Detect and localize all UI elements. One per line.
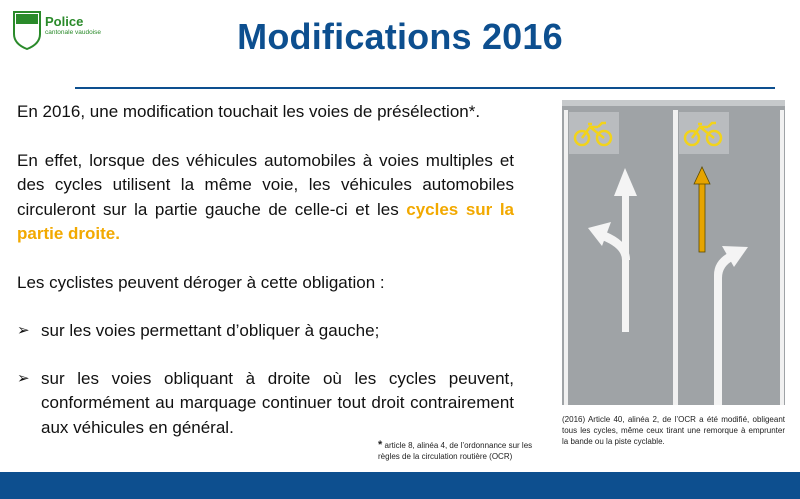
exception-list [17,319,514,440]
logo-brand: Police [45,14,84,29]
paragraph-intro: En 2016, une modification touchait les voies de présélection*. [17,102,481,121]
title-underline [75,87,775,89]
paragraph-explanation [17,149,514,247]
paragraph-exceptions: Les cyclistes peuvent déroger à cette obligation : [17,272,385,292]
footer-bar [0,472,800,499]
list-item [17,367,514,441]
list-item-text: sur les voies obliquant à droite où les cycles peuvent, conformément au marquage continuer tout droit contrairement aux véhicules en général. [41,368,514,437]
highlight-text: cycles sur la partie droite. [17,199,514,243]
logo-brand-subtitle: cantonale vaudoise [45,29,102,36]
footnote-text: article 8, alinéa 4, de l’ordonnance sur les règles de la circulation routière (OCR) [378,441,533,461]
paragraph-explanation-text: En effet, lorsque des véhicules automobiles à voies multiples et des cycles utilisent la même voie, les véhicules automobiles circuleront sur la partie gauche de celle-ci et les [17,150,514,219]
list-item [17,319,514,344]
arrow-bullet-icon: ➢ [17,369,30,387]
footnote [378,440,538,462]
footnote-star: * [378,439,383,451]
slide-title: Modifications 2016 [237,16,563,57]
road-marking-photo [562,100,785,405]
arrow-bullet-icon: ➢ [17,322,30,339]
slide-body [17,100,514,463]
photo-caption: (2016) Article 40, alinéa 2, de l’OCR a été modifié, obligeant tous les cycles, même ceux tirant une remorque à emprunter la bande ou la piste cyclable. [562,415,785,446]
list-item-text: sur les voies permettant d’obliquer à gauche; [41,321,380,340]
